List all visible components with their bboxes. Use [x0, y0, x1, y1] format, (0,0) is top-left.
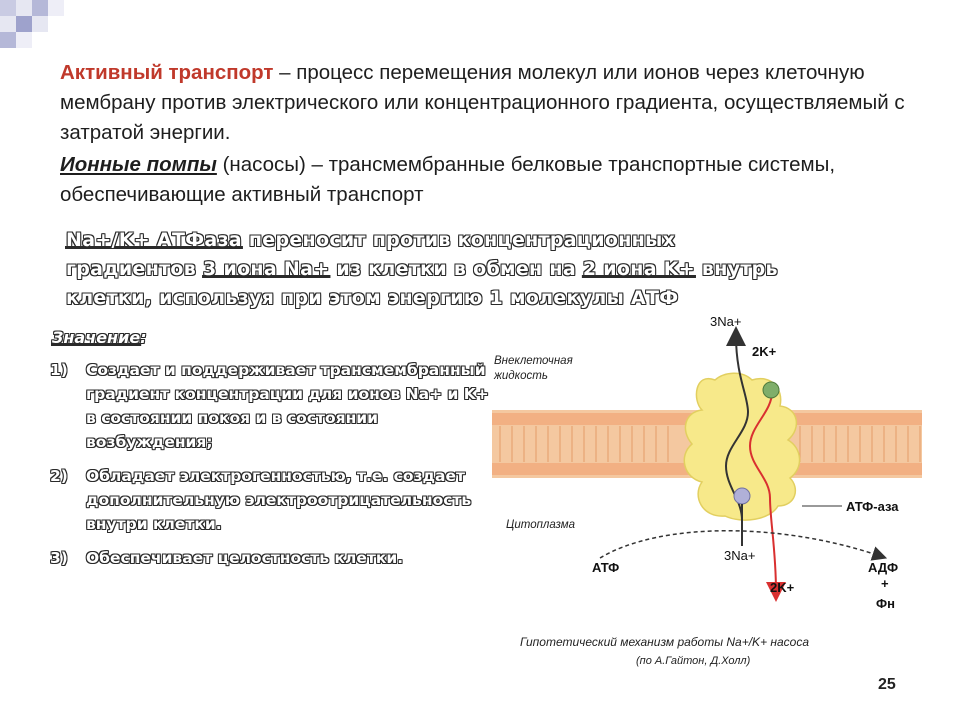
corner-decoration	[0, 0, 80, 60]
meaning-item: 1) Создает и поддерживает трансмембранный градиент концентрации для ионов Na+ и K+ в состоянии покоя и в состоянии возбуждения;	[50, 361, 489, 451]
ion-pumps-term: Ионные помпы	[60, 153, 217, 176]
k-out-label: 2K+	[770, 580, 795, 595]
extracellular-label: Внеклеточная жидкость	[494, 355, 573, 382]
diagram-caption: Гипотетический механизм работы Na+/K+ насоса	[520, 635, 810, 649]
na-out-label: 3Na+	[710, 314, 742, 329]
meaning-list	[50, 358, 500, 580]
ion-pumps-definition: Ионные помпы (насосы) – трансмембранные белковые транспортные системы, обеспечивающие активный транспорт	[60, 153, 836, 206]
pump-diagram	[480, 310, 930, 690]
meaning-item: 3) Обеспечивает целостность клетки.	[50, 549, 404, 567]
k-in-label: 2K+	[752, 344, 777, 359]
na-ion	[734, 488, 750, 504]
atpase-description: Na+/K+ АТФаза переносит против концентрационных градиентов 3 иона Na+ из клетки в обмен на 2 иона K+ внутрь клетки, используя при этом энергию 1 молекулы АТФ	[66, 229, 778, 309]
phosphate-label: Фн	[876, 596, 895, 611]
meaning-item: 2) Обладает электрогенностью, т.е. создает дополнительную электроотрицательность внутри клетки.	[50, 467, 472, 533]
atpase-label: АТФ-аза	[846, 499, 899, 514]
diagram-credit: (по А.Гайтон, Д.Холл)	[636, 655, 751, 667]
active-transport-definition: Активный транспорт – процесс перемещения молекул или ионов через клеточную мембрану против электрического или концентрационного градиента, осуществляемый с затратой энергии.	[60, 61, 905, 144]
cytoplasm-label: Цитоплазма	[506, 519, 576, 531]
plus-label: +	[881, 576, 889, 591]
na-in-label: 3Na+	[724, 548, 756, 563]
k-ion	[763, 382, 779, 398]
atp-label: АТФ	[592, 560, 620, 575]
adp-label: АДФ	[868, 560, 899, 575]
meaning-title: Значение:	[52, 328, 147, 347]
active-transport-term: Активный транспорт	[60, 61, 274, 84]
slide-number: 25	[878, 676, 896, 693]
intro-text	[60, 58, 920, 210]
